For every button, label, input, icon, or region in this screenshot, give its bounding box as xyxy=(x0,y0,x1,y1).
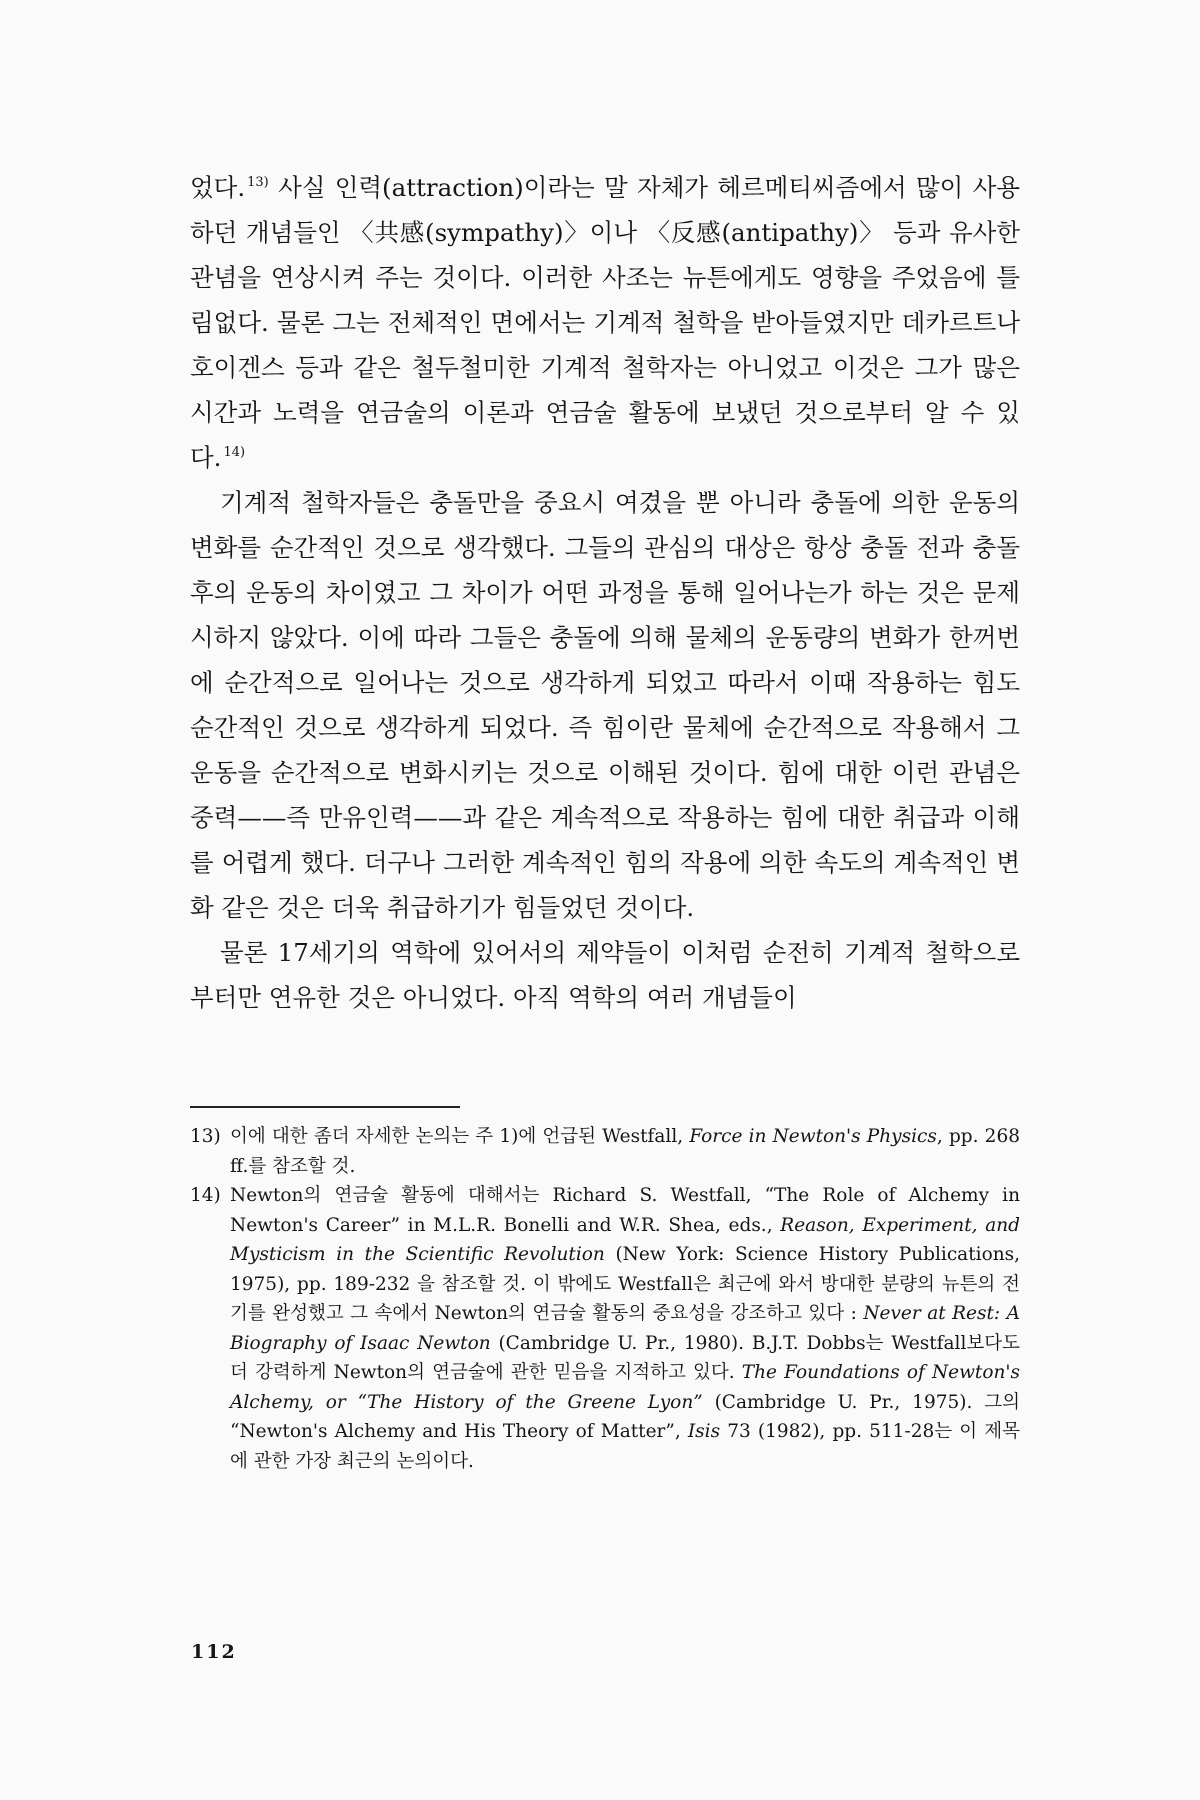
footnote-14-journal-title: Isis xyxy=(687,1421,721,1442)
page-number: 112 xyxy=(191,1641,237,1663)
footnote-number: 14) xyxy=(190,1185,221,1206)
footnote-number: 13) xyxy=(190,1126,221,1147)
footnote-ref-14[interactable]: 14) xyxy=(223,445,246,460)
footnote-14-text-1: Newton의 연금술 활동에 대해서는 Richard S. Westfall, “The Role of Alchemy in Newton's Career” in M.L.R. Bonelli and W.R. Shea, eds., xyxy=(230,1185,1020,1236)
footnote-text xyxy=(230,1185,1020,1472)
paragraph-1 xyxy=(190,165,1020,480)
footnote-14-text-4: (Cambridge U. Pr., 1975). 그의 “Newton's Alchemy and His Theory of Matter”, xyxy=(230,1391,1020,1442)
footnote-divider xyxy=(190,1106,460,1108)
body-text xyxy=(190,165,1020,1020)
footnote-14-book-title-3: The Foundations of Newton's Alchemy, or “The History of the Greene Lyon” xyxy=(230,1362,1020,1413)
footnote-13-text-2: , pp. 268 ff.를 참조할 것. xyxy=(230,1126,1020,1177)
footnote-text xyxy=(230,1126,1020,1177)
footnote-14-book-title-1: Reason, Experiment, and Mysticism in the Scientific Revolution xyxy=(230,1214,1021,1265)
paragraph-1-text-b: 사실 인력(attraction)이라는 말 자체가 헤르메티씨즘에서 많이 사용하던 개념들인 〈共感(sympathy)〉이나 〈反感(antipathy)〉 등과 유사한 관념을 연상시켜 주는 것이다. 이러한 사조는 뉴튼에게도 영향을 주었음에 틀림없다. 물론 그는 전체적인 면에서는 기계적 철학을 받아들였지만 데카르트나 호이겐스 등과 같은 철두철미한 기계적 철학자는 아니었고 이것은 그가 많은 시간과 노력을 연금술의 이론과 연금술 활동에 보냈던 것으로부터 알 수 있다. xyxy=(190,173,1020,472)
footnote-13-text-1: 이에 대한 좀더 자세한 논의는 주 1)에 언급된 Westfall, xyxy=(230,1126,690,1147)
footnote-14-text-2: (New York: Science History Publications, 1975), pp. 189-232 을 참조할 것. 이 밖에도 Westfall은 최근에 와서 방대한 분량의 뉴튼의 전기를 완성했고 그 속에서 Newton의 연금술 활동의 중요성을 강조하고 있다 : xyxy=(230,1244,1020,1324)
footnote-14 xyxy=(190,1181,1020,1476)
paragraph-1-text-a: 었다. xyxy=(190,173,246,202)
footnote-14-text-5: 73 (1982), pp. 511-28는 이 제목에 관한 가장 최근의 논의이다. xyxy=(230,1421,1021,1472)
footnote-14-book-title-2: Never at Rest: A Biography of Isaac Newton xyxy=(230,1303,1020,1354)
footnote-13 xyxy=(190,1122,1020,1181)
footnote-13-book-title: Force in Newton's Physics xyxy=(689,1126,937,1147)
footnote-14-text-3: (Cambridge U. Pr., 1980). B.J.T. Dobbs는 Westfall보다도 더 강력하게 Newton의 연금술에 관한 믿음을 지적하고 있다. xyxy=(230,1332,1020,1383)
footnote-ref-13[interactable]: 13) xyxy=(247,175,269,190)
footnotes xyxy=(190,1122,1020,1476)
paragraph-3: 물론 17세기의 역학에 있어서의 제약들이 이처럼 순전히 기계적 철학으로부터만 연유한 것은 아니었다. 아직 역학의 여러 개념들이 xyxy=(190,938,1020,1012)
paragraph-2: 기계적 철학자들은 충돌만을 중요시 여겼을 뿐 아니라 충돌에 의한 운동의 변화를 순간적인 것으로 생각했다. 그들의 관심의 대상은 항상 충돌 전과 충돌 후의 운동의 차이였고 그 차이가 어떤 과정을 통해 일어나는가 하는 것은 문제시하지 않았다. 이에 따라 그들은 충돌에 의해 물체의 운동량의 변화가 한꺼번에 순간적으로 일어나는 것으로 생각하게 되었고 따라서 이때 작용하는 힘도 순간적인 것으로 생각하게 되었다. 즉 힘이란 물체에 순간적으로 작용해서 그 운동을 순간적으로 변화시키는 것으로 이해된 것이다. 힘에 대한 이런 관념은 중력——즉 만유인력——과 같은 계속적으로 작용하는 힘에 대한 취급과 이해를 어렵게 했다. 더구나 그러한 계속적인 힘의 작용에 의한 속도의 계속적인 변화 같은 것은 더욱 취급하기가 힘들었던 것이다. xyxy=(190,488,1020,922)
